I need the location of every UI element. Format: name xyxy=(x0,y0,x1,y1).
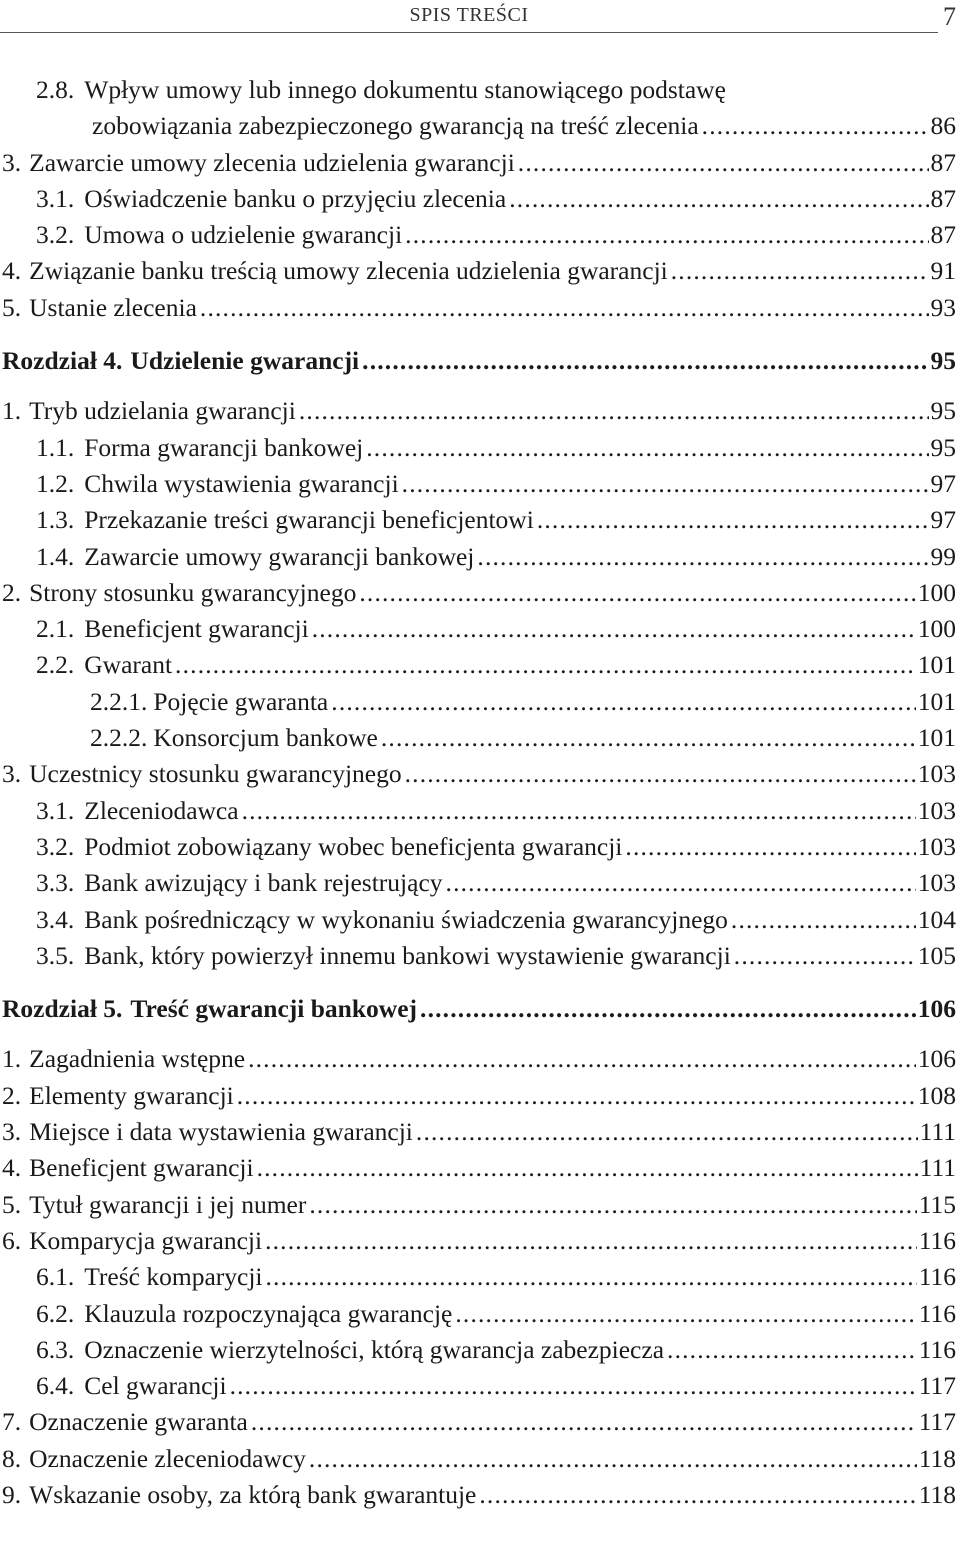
toc-chapter[interactable] xyxy=(0,991,956,1027)
toc-entry-title: Bank awizujący i bank rejestrujący xyxy=(84,868,443,898)
dot-leader xyxy=(299,393,929,429)
toc-entry-number: 6.2. xyxy=(36,1298,75,1328)
toc-entry-page: 86 xyxy=(930,111,956,141)
toc-entry-page: 97 xyxy=(930,505,956,535)
toc-entry[interactable] xyxy=(0,393,956,429)
toc-entry-page: 111 xyxy=(919,1153,956,1183)
toc-entry[interactable] xyxy=(0,1114,956,1150)
dot-leader xyxy=(405,217,928,253)
toc-entry-page: 104 xyxy=(917,904,956,934)
toc-entry-title: Forma gwarancji bankowej xyxy=(84,432,364,462)
toc-entry[interactable] xyxy=(0,1223,956,1259)
toc-entry-page: 116 xyxy=(918,1262,956,1292)
toc-entry-page: 101 xyxy=(917,723,956,753)
dot-leader xyxy=(237,1078,916,1114)
dot-leader xyxy=(265,1223,917,1259)
toc-entry[interactable] xyxy=(0,1477,956,1513)
dot-leader xyxy=(671,253,929,289)
toc-entry-title: Miejsce i data wystawienia gwarancji xyxy=(29,1117,413,1147)
toc-entry-title: Cel gwarancji xyxy=(84,1371,227,1401)
toc-entry-title: Klauzula rozpoczynająca gwarancję xyxy=(84,1298,453,1328)
toc-entry-number: 9. xyxy=(2,1479,22,1509)
toc-entry-number: 5. xyxy=(2,292,22,322)
dot-leader xyxy=(477,539,928,575)
toc-entry-title: Beneficjent gwarancji xyxy=(29,1153,254,1183)
toc-entry[interactable] xyxy=(0,720,956,756)
toc-entry[interactable] xyxy=(0,466,956,502)
dot-leader xyxy=(479,1477,916,1513)
toc-entry[interactable] xyxy=(0,829,956,865)
toc-entry-page: 93 xyxy=(930,292,956,322)
toc-entry-title: Zagadnienia wstępne xyxy=(29,1044,246,1074)
dot-leader xyxy=(509,181,928,217)
dot-leader xyxy=(175,647,916,683)
toc-entry-title: Umowa o udzielenie gwarancji xyxy=(84,220,403,250)
toc-entry-page: 103 xyxy=(917,831,956,861)
toc-entry-number: 3.3. xyxy=(36,868,75,898)
toc-entry-title: Podmiot zobowiązany wobec beneficjenta gwarancji xyxy=(84,831,623,861)
toc-entry-title: Konsorcjum bankowe xyxy=(153,723,378,753)
toc-entry-number: 6.4. xyxy=(36,1371,75,1401)
toc-entry-number: 4. xyxy=(2,256,22,286)
toc-entry-number: 2.1. xyxy=(36,614,75,644)
toc-entry-number: 2. xyxy=(2,577,22,607)
dot-leader xyxy=(257,1150,918,1186)
toc-chapter-number: Rozdział 4. xyxy=(2,346,123,376)
toc-entry-page: 108 xyxy=(917,1080,956,1110)
toc-entry-title: Oznaczenie wierzytelności, którą gwarancja zabezpiecza xyxy=(84,1334,665,1364)
toc-entry-title-continued: zobowiązania zabezpieczonego gwarancją na treść zlecenia xyxy=(92,111,699,141)
toc-entry-number: 7. xyxy=(2,1407,22,1437)
toc-entry-title: Oświadczenie banku o przyjęciu zlecenia xyxy=(84,183,507,213)
toc-entry-title: Elementy gwarancji xyxy=(29,1080,234,1110)
dot-leader xyxy=(405,756,916,792)
toc-entry-number: 2.2.1. xyxy=(90,686,148,716)
toc-entry[interactable] xyxy=(0,902,956,938)
toc-entry-title: Uczestnicy stosunku gwarancyjnego xyxy=(29,759,402,789)
toc-entry-title: Pojęcie gwaranta xyxy=(153,686,329,716)
dot-leader xyxy=(731,902,916,938)
dot-leader xyxy=(734,938,916,974)
toc-entry-page: 101 xyxy=(917,650,956,680)
page-number: 7 xyxy=(943,2,956,31)
toc-entry-page: 87 xyxy=(930,220,956,250)
toc-entry-title: Bank, który powierzył innemu bankowi wystawienie gwarancji xyxy=(84,940,731,970)
toc-entry-title: Ustanie zlecenia xyxy=(29,292,197,322)
dot-leader xyxy=(420,991,916,1027)
table-of-contents xyxy=(0,72,956,1513)
toc-entry[interactable] xyxy=(0,1078,956,1114)
toc-entry[interactable] xyxy=(0,865,956,901)
toc-entry-number: 1.4. xyxy=(36,541,75,571)
toc-entry-number: 5. xyxy=(2,1189,22,1219)
toc-entry-number: 3. xyxy=(2,759,22,789)
toc-entry-title: Strony stosunku gwarancyjnego xyxy=(29,577,357,607)
toc-entry-title: Gwarant xyxy=(84,650,173,680)
toc-entry[interactable] xyxy=(0,575,956,611)
toc-entry-title: Treść komparycji xyxy=(84,1262,263,1292)
toc-chapter-title: Treść gwarancji bankowej xyxy=(130,994,418,1024)
dot-leader xyxy=(251,1404,917,1440)
toc-entry-page: 116 xyxy=(918,1298,956,1328)
dot-leader xyxy=(702,108,929,144)
toc-chapter-number: Rozdział 5. xyxy=(2,994,123,1024)
toc-entry[interactable] xyxy=(0,1150,956,1186)
toc-entry[interactable] xyxy=(0,756,956,792)
running-header-title: SPIS TREŚCI xyxy=(409,4,529,26)
toc-entry-number: 6. xyxy=(2,1225,22,1255)
toc-entry-number: 1.2. xyxy=(36,468,75,498)
toc-entry-continuation[interactable] xyxy=(0,108,956,144)
toc-entry-number: 8. xyxy=(2,1443,22,1473)
toc-entry-number: 6.1. xyxy=(36,1262,75,1292)
toc-entry[interactable] xyxy=(0,1187,956,1223)
toc-entry[interactable] xyxy=(0,793,956,829)
dot-leader xyxy=(381,720,916,756)
dot-leader xyxy=(248,1041,916,1077)
dot-leader xyxy=(402,466,929,502)
toc-entry[interactable] xyxy=(0,1259,956,1295)
toc-entry[interactable] xyxy=(0,181,956,217)
dot-leader xyxy=(309,1187,916,1223)
toc-entry-number: 1.1. xyxy=(36,432,75,462)
toc-entry-number: 6.3. xyxy=(36,1334,75,1364)
dot-leader xyxy=(230,1368,917,1404)
toc-entry-title: Chwila wystawienia gwarancji xyxy=(84,468,399,498)
toc-entry[interactable] xyxy=(0,684,956,720)
toc-entry-page: 97 xyxy=(930,468,956,498)
toc-entry-number: 3.4. xyxy=(36,904,75,934)
toc-entry-title: Tytuł gwarancji i jej numer xyxy=(29,1189,307,1219)
toc-entry-title: Oznaczenie gwaranta xyxy=(29,1407,248,1437)
toc-entry-page: 87 xyxy=(930,147,956,177)
toc-entry-title: Zawarcie umowy zlecenia udzielenia gwarancji xyxy=(29,147,515,177)
toc-entry-title: Bank pośredniczący w wykonaniu świadczenia gwarancyjnego xyxy=(84,904,728,934)
dot-leader xyxy=(537,502,929,538)
dot-leader xyxy=(518,145,929,181)
toc-entry[interactable] xyxy=(0,217,956,253)
toc-entry[interactable] xyxy=(0,1441,956,1477)
toc-entry[interactable] xyxy=(0,290,956,326)
toc-entry[interactable] xyxy=(0,145,956,181)
toc-entry[interactable] xyxy=(0,647,956,683)
dot-leader xyxy=(266,1259,917,1295)
dot-leader xyxy=(309,1441,917,1477)
toc-entry-page: 103 xyxy=(917,868,956,898)
dot-leader xyxy=(455,1296,916,1332)
toc-entry-page: 103 xyxy=(917,795,956,825)
toc-entry[interactable] xyxy=(0,1332,956,1368)
toc-entry[interactable] xyxy=(0,72,956,108)
toc-entry-title: Tryb udzielania gwarancji xyxy=(29,396,296,426)
toc-entry[interactable] xyxy=(0,430,956,466)
toc-entry-page: 117 xyxy=(918,1407,956,1437)
toc-entry-number: 2.2.2. xyxy=(90,723,148,753)
toc-chapter-page: 95 xyxy=(930,346,956,376)
toc-entry-title: Przekazanie treści gwarancji beneficjentowi xyxy=(84,505,534,535)
toc-entry[interactable] xyxy=(0,611,956,647)
toc-entry[interactable] xyxy=(0,1404,956,1440)
dot-leader xyxy=(366,430,928,466)
toc-entry-number: 3.2. xyxy=(36,220,75,250)
dot-leader xyxy=(331,684,915,720)
dot-leader xyxy=(667,1332,917,1368)
toc-entry-page: 99 xyxy=(930,541,956,571)
running-header xyxy=(0,0,960,40)
toc-entry-number: 2.8. xyxy=(36,75,75,104)
toc-entry[interactable] xyxy=(0,539,956,575)
toc-entry-title: Komparycja gwarancji xyxy=(29,1225,263,1255)
dot-leader xyxy=(312,611,916,647)
toc-entry-page: 115 xyxy=(918,1189,956,1219)
dot-leader xyxy=(359,575,915,611)
toc-entry-title: Oznaczenie zleceniodawcy xyxy=(29,1443,306,1473)
toc-entry-title: Beneficjent gwarancji xyxy=(84,614,309,644)
toc-entry-page: 103 xyxy=(917,759,956,789)
toc-entry-number: 3. xyxy=(2,1117,22,1147)
toc-entry-page: 95 xyxy=(930,396,956,426)
toc-entry-number: 2. xyxy=(2,1080,22,1110)
toc-entry-number: 1. xyxy=(2,1044,22,1074)
toc-entry-page: 105 xyxy=(917,940,956,970)
header-rule xyxy=(0,32,938,33)
toc-entry-page: 100 xyxy=(917,577,956,607)
toc-entry-page: 100 xyxy=(917,614,956,644)
toc-chapter-page: 106 xyxy=(917,994,956,1024)
toc-entry-page: 118 xyxy=(918,1443,956,1473)
toc-entry-page: 87 xyxy=(930,183,956,213)
dot-leader xyxy=(416,1114,918,1150)
toc-chapter[interactable] xyxy=(0,343,956,379)
toc-entry-page: 106 xyxy=(917,1044,956,1074)
toc-entry-title: Wskazanie osoby, za którą bank gwarantuje xyxy=(29,1479,477,1509)
dot-leader xyxy=(362,343,928,379)
toc-entry-number: 3.2. xyxy=(36,831,75,861)
dot-leader xyxy=(446,865,916,901)
toc-entry[interactable] xyxy=(0,1296,956,1332)
toc-entry-page: 116 xyxy=(918,1225,956,1255)
toc-entry-page: 101 xyxy=(917,686,956,716)
toc-entry[interactable] xyxy=(0,1041,956,1077)
toc-entry-title: Zawarcie umowy gwarancji bankowej xyxy=(84,541,475,571)
toc-entry-page: 118 xyxy=(918,1479,956,1509)
toc-entry[interactable] xyxy=(0,502,956,538)
toc-entry-number: 2.2. xyxy=(36,650,75,680)
toc-entry-number: 1.3. xyxy=(36,505,75,535)
toc-entry-title: Zleceniodawca xyxy=(84,795,239,825)
toc-entry-number: 3.1. xyxy=(36,795,75,825)
toc-entry[interactable] xyxy=(0,253,956,289)
toc-entry-number: 3.5. xyxy=(36,940,75,970)
toc-entry-page: 91 xyxy=(930,256,956,286)
toc-entry-title: Związanie banku treścią umowy zlecenia udzielenia gwarancji xyxy=(29,256,668,286)
toc-entry-number: 3.1. xyxy=(36,183,75,213)
dot-leader xyxy=(625,829,915,865)
dot-leader xyxy=(200,290,929,326)
toc-entry[interactable] xyxy=(0,938,956,974)
toc-entry-page: 111 xyxy=(919,1117,956,1147)
toc-entry[interactable] xyxy=(0,1368,956,1404)
toc-entry-number: 3. xyxy=(2,147,22,177)
toc-entry-number: 1. xyxy=(2,396,22,426)
toc-entry-number: 4. xyxy=(2,1153,22,1183)
toc-entry-page: 117 xyxy=(918,1371,956,1401)
toc-chapter-title: Udzielenie gwarancji xyxy=(130,346,360,376)
dot-leader xyxy=(242,793,916,829)
toc-entry-title: Wpływ umowy lub innego dokumentu stanowiącego podstawę xyxy=(84,75,726,104)
toc-entry-page: 95 xyxy=(930,432,956,462)
toc-entry-page: 116 xyxy=(918,1334,956,1364)
